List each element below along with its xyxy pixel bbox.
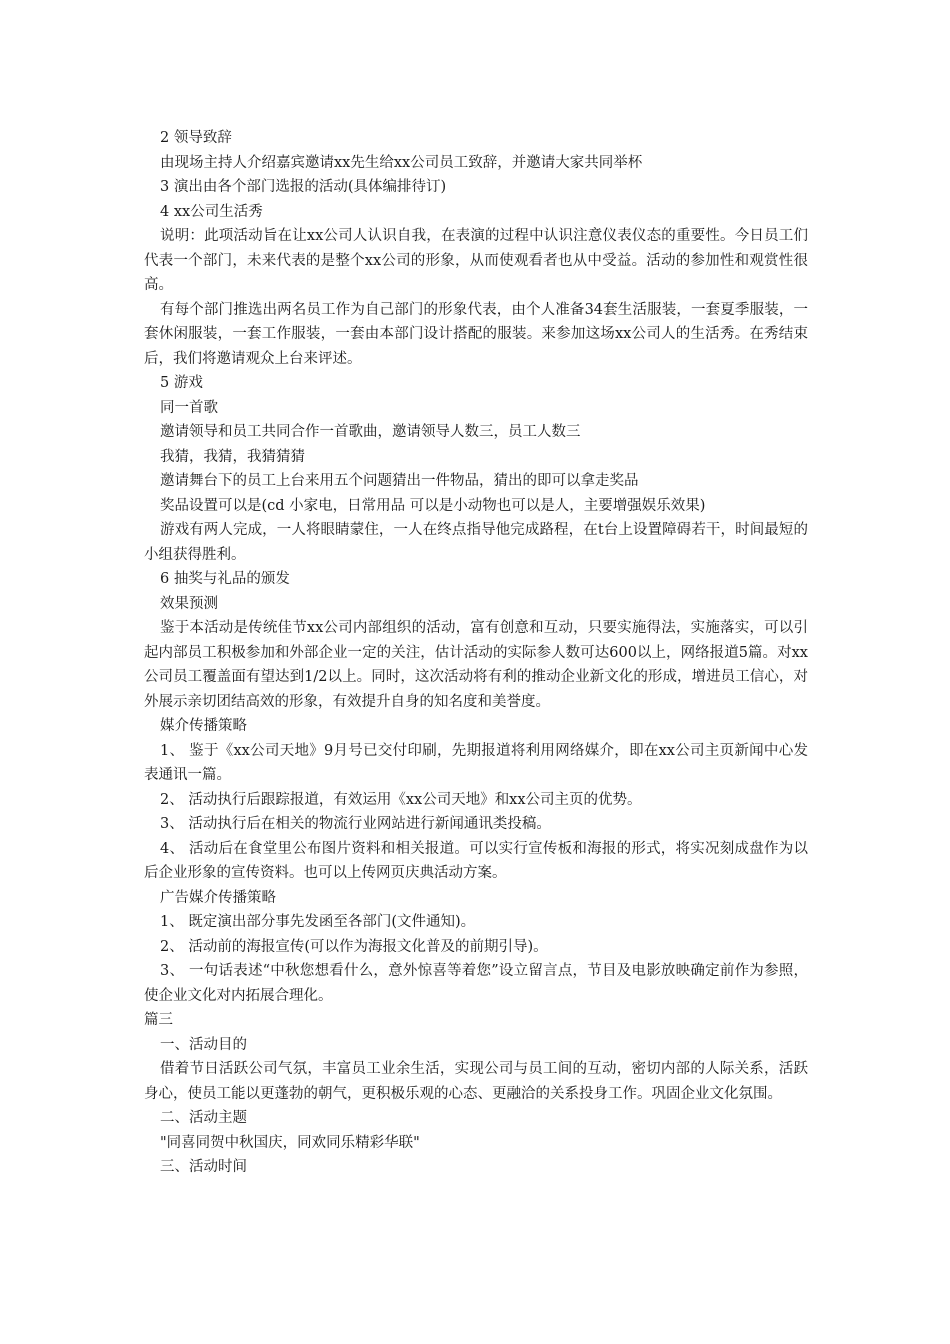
paragraph: 2、 活动执行后跟踪报道，有效运用《xx公司天地》和xx公司主页的优势。: [160, 791, 642, 808]
paragraph: 4 xx公司生活秀: [160, 203, 263, 220]
paragraph: 有每个部门推选出两名员工作为自己部门的形象代表，由个人准备34套生活服装，一套夏季服装，一套休闲服装，一套工作服装，一套由本部门设计搭配的服装。来参加这场xx公司人的生活秀。在秀结束后，我们将邀请观众上台来评述。: [144, 301, 808, 367]
paragraph: 1、 鉴于《xx公司天地》9月号已交付印刷，先期报道将利用网络媒介，即在xx公司主页新闻中心发表通讯一篇。: [144, 742, 808, 783]
paragraph: 5 游戏: [160, 375, 203, 391]
paragraph: "同喜同贺中秋国庆，同欢同乐精彩华联": [160, 1134, 420, 1151]
paragraph: 邀请领导和员工共同合作一首歌曲，邀请领导人数三，员工人数三: [160, 424, 581, 440]
paragraph: 三、活动时间: [160, 1159, 247, 1175]
paragraph: 3、 活动执行后在相关的物流行业网站进行新闻通讯类投稿。: [160, 816, 551, 832]
paragraph: 媒介传播策略: [160, 718, 247, 734]
paragraph: 说明：此项活动旨在让xx公司人认识自我，在表演的过程中认识注意仪表仪态的重要性。今日员工们代表一个部门，未来代表的是整个xx公司的形象，从而使观看者也从中受益。活动的参加性和观赏性很高。: [144, 228, 808, 293]
paragraph: 3、 一句话表述“中秋您想看什么，意外惊喜等着您”设立留言点，节目及电影放映确定前作为参照，使企业文化对内拓展合理化。: [144, 963, 808, 1004]
paragraph: 二、活动主题: [160, 1110, 247, 1126]
paragraph: 邀请舞台下的员工上台来用五个问题猜出一件物品，猜出的即可以拿走奖品: [160, 473, 639, 489]
paragraph: 1、 既定演出部分事先发函至各部门(文件通知)。: [160, 914, 476, 930]
paragraph: 一、活动目的: [160, 1036, 247, 1053]
paragraph: 鉴于本活动是传统佳节xx公司内部组织的活动，富有创意和互动，只要实施得法，实施落实，可以引起内部员工积极参加和外部企业一定的关注，估计活动的实际参人数可达600以上，网络报道5篇。对xx公司员工覆盖面有望达到1/2以上。同时，这次活动将有利的推动企业新文化的形成，增进员工信心，对外展示亲切团结高效的形象，有效提升自身的知名度和美誉度。: [144, 620, 808, 710]
paragraph: 3 演出由各个部门选报的活动(具体编排待订): [160, 179, 447, 195]
paragraph: 2 领导致辞: [160, 130, 232, 146]
section-heading: 篇三: [144, 1012, 173, 1028]
paragraph: 游戏有两人完成，一人将眼睛蒙住，一人在终点指导他完成路程，在t台上设置障碍若干，时间最短的小组获得胜利。: [144, 522, 808, 563]
paragraph: 奖品设置可以是(cd 小家电，日常用品 可以是小动物也可以是人，主要增强娱乐效果): [160, 497, 706, 514]
document-body: [144, 126, 808, 1180]
paragraph: 同一首歌: [160, 399, 218, 416]
paragraph: 6 抽奖与礼品的颁发: [160, 571, 290, 587]
paragraph: 借着节日活跃公司气氛，丰富员工业余生活，实现公司与员工间的互动，密切内部的人际关系，活跃身心，使员工能以更蓬勃的朝气，更积极乐观的心态、更融洽的关系投身工作。巩固企业文化氛围。: [144, 1061, 808, 1102]
paragraph: 由现场主持人介绍嘉宾邀请xx先生给xx公司员工致辞，并邀请大家共同举杯: [160, 154, 643, 171]
paragraph: 效果预测: [160, 595, 218, 612]
paragraph: 我猜，我猜，我猜猜猜: [160, 448, 305, 465]
paragraph: 4、 活动后在食堂里公布图片资料和相关报道。可以实行宣传板和海报的形式，将实况刻成盘作为以后企业形象的宣传资料。也可以上传网页庆典活动方案。: [144, 840, 808, 881]
paragraph: 广告媒介传播策略: [160, 889, 276, 906]
paragraph: 2、 活动前的海报宣传(可以作为海报文化普及的前期引导)。: [160, 938, 548, 955]
